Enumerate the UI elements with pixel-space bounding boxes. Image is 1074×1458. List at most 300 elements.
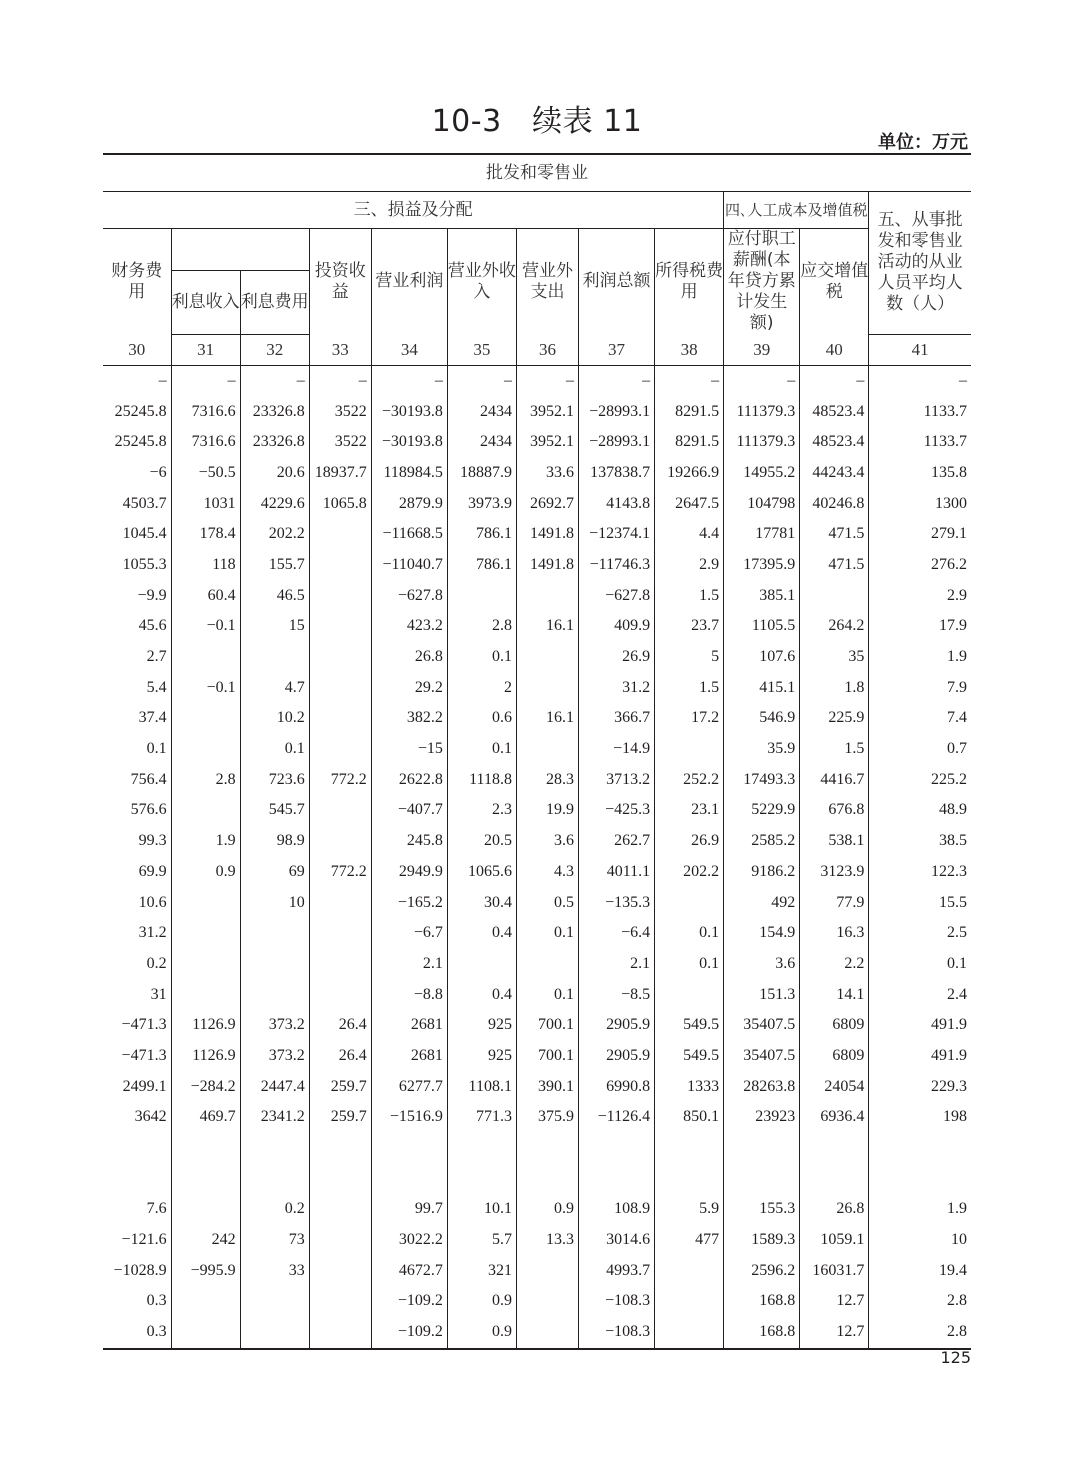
table-cell: 1031	[171, 488, 240, 519]
table-row	[103, 1071, 971, 1102]
table-cell	[240, 1286, 309, 1317]
table-cell	[655, 1255, 724, 1286]
header-investment-income: 投资收益	[309, 229, 371, 335]
header-interest-income: 利息收入	[171, 270, 240, 334]
table-cell: 1059.1	[800, 1225, 869, 1256]
table-cell: 4.7	[240, 672, 309, 703]
table-cell: 2.2	[800, 949, 869, 980]
table-cell	[309, 703, 371, 734]
table-cell	[240, 1133, 309, 1164]
table-cell: 99.3	[103, 826, 171, 857]
header-group-profit: 三、损益及分配	[103, 192, 724, 229]
table-cell: 111379.3	[724, 396, 800, 427]
table-cell: 23326.8	[240, 427, 309, 458]
table-cell: 373.2	[240, 1041, 309, 1072]
table-cell: 786.1	[447, 550, 516, 581]
table-cell: 17781	[724, 519, 800, 550]
table-cell	[655, 1317, 724, 1349]
header-finance-cost: 财务费用	[103, 229, 171, 335]
table-cell: 3713.2	[579, 764, 655, 795]
table-cell: 2.9	[655, 550, 724, 581]
table-cell: 14.1	[800, 979, 869, 1010]
table-cell	[309, 1194, 371, 1225]
table-cell: −11040.7	[371, 550, 447, 581]
table-cell: 0.1	[947, 954, 967, 972]
data-table	[103, 153, 971, 1350]
table-cell: 2434	[447, 427, 516, 458]
table-cell: 772.2	[309, 857, 371, 888]
table-cell: 35407.5	[724, 1010, 800, 1041]
table-cell: 25245.8	[103, 427, 171, 458]
table-cell	[655, 979, 724, 1010]
table-cell: 0.1	[447, 734, 516, 765]
column-number: 37	[579, 334, 655, 365]
table-cell: 10.2	[240, 703, 309, 734]
table-cell: 18937.7	[309, 458, 371, 489]
table-cell: 26.4	[309, 1041, 371, 1072]
table-cell: 7316.6	[171, 396, 240, 427]
table-cell	[800, 1163, 869, 1194]
table-cell: 1300	[935, 494, 967, 512]
table-cell	[309, 979, 371, 1010]
table-cell	[309, 949, 371, 980]
table-cell	[516, 734, 578, 765]
table-cell	[240, 1317, 309, 1349]
table-cell	[171, 1194, 240, 1225]
column-number: 31	[171, 334, 240, 365]
table-cell: −108.3	[579, 1286, 655, 1317]
table-cell: −284.2	[171, 1071, 240, 1102]
table-cell	[309, 1225, 371, 1256]
table-cell: 15	[240, 611, 309, 642]
table-cell: 0.4	[447, 979, 516, 1010]
table-cell: 756.4	[103, 764, 171, 795]
table-cell: 2.8	[447, 611, 516, 642]
table-cell: 99.7	[371, 1194, 447, 1225]
table-cell: 5.4	[103, 672, 171, 703]
table-cell: 576.6	[103, 795, 171, 826]
table-cell: –	[103, 365, 171, 396]
table-cell: 492	[724, 887, 800, 918]
table-cell: –	[516, 365, 578, 396]
table-cell: 6936.4	[800, 1102, 869, 1133]
table-cell: 409.9	[579, 611, 655, 642]
table-cell: 1133.7	[923, 402, 967, 420]
table-cell: 6990.8	[579, 1071, 655, 1102]
table-cell: −14.9	[579, 734, 655, 765]
table-cell: 2647.5	[655, 488, 724, 519]
table-cell: 35407.5	[724, 1041, 800, 1072]
table-cell: 107.6	[724, 642, 800, 673]
table-cell: –	[309, 365, 371, 396]
table-cell: 151.3	[724, 979, 800, 1010]
table-cell: 38.5	[939, 832, 967, 850]
table-body	[103, 365, 971, 1349]
table-cell: 29.2	[371, 672, 447, 703]
table-cell	[447, 1163, 516, 1194]
table-cell: 1.9	[947, 648, 967, 666]
table-cell: 135.8	[931, 463, 967, 481]
table-row	[103, 949, 971, 980]
table-row	[103, 826, 971, 857]
table-cell: −627.8	[371, 580, 447, 611]
table-row	[103, 1255, 971, 1286]
table-cell: 3123.9	[800, 857, 869, 888]
table-cell	[800, 1133, 869, 1164]
table-cell: 0.1	[516, 918, 578, 949]
table-cell: 178.4	[171, 519, 240, 550]
table-cell: 3014.6	[579, 1225, 655, 1256]
table-cell	[579, 1133, 655, 1164]
header-total-profit: 利润总额	[579, 229, 655, 335]
table-cell: 4416.7	[800, 764, 869, 795]
table-row	[103, 734, 971, 765]
table-cell: 111379.3	[724, 427, 800, 458]
table-row	[103, 918, 971, 949]
table-cell: 4993.7	[579, 1255, 655, 1286]
table-cell: 0.1	[655, 949, 724, 980]
table-cell: 0.9	[447, 1317, 516, 1349]
table-cell: 276.2	[931, 555, 967, 573]
table-cell	[171, 703, 240, 734]
table-cell	[171, 979, 240, 1010]
table-cell: 0.2	[103, 949, 171, 980]
table-cell: 1.8	[800, 672, 869, 703]
table-cell: 4143.8	[579, 488, 655, 519]
table-cell: 69.9	[103, 857, 171, 888]
table-cell	[309, 1286, 371, 1317]
table-row	[103, 672, 971, 703]
table-cell: 17.2	[655, 703, 724, 734]
table-cell: 31.2	[103, 918, 171, 949]
header-income-tax: 所得税费用	[655, 229, 724, 335]
table-cell: 2692.7	[516, 488, 578, 519]
table-cell: –	[959, 371, 967, 389]
table-cell	[655, 1286, 724, 1317]
table-cell: 2	[447, 672, 516, 703]
table-cell	[579, 1163, 655, 1194]
table-cell: −6.7	[371, 918, 447, 949]
table-cell: 676.8	[800, 795, 869, 826]
table-cell: 10	[240, 887, 309, 918]
table-row	[103, 396, 971, 427]
table-cell: 772.2	[309, 764, 371, 795]
table-cell: 23.1	[655, 795, 724, 826]
table-cell: 3022.2	[371, 1225, 447, 1256]
table-cell: 2.8	[171, 764, 240, 795]
table-row	[103, 427, 971, 458]
table-cell: −425.3	[579, 795, 655, 826]
table-cell: 23.7	[655, 611, 724, 642]
table-cell: −6.4	[579, 918, 655, 949]
table-cell: 23326.8	[240, 396, 309, 427]
table-cell: 20.6	[240, 458, 309, 489]
table-cell: 14955.2	[724, 458, 800, 489]
table-cell	[171, 795, 240, 826]
column-number: 39	[724, 334, 800, 365]
table-cell: 1.5	[655, 672, 724, 703]
table-cell: 16.3	[800, 918, 869, 949]
table-cell: 20.5	[447, 826, 516, 857]
table-cell: 700.1	[516, 1010, 578, 1041]
table-cell	[309, 519, 371, 550]
table-cell: 1491.8	[516, 519, 578, 550]
table-cell: 122.3	[931, 862, 967, 880]
column-number: 40	[800, 334, 869, 365]
table-cell: 0.1	[240, 734, 309, 765]
table-cell	[655, 887, 724, 918]
table-cell: 3522	[309, 427, 371, 458]
header-vat: 应交增值税	[800, 229, 869, 335]
table-cell: 1065.6	[447, 857, 516, 888]
table-row	[103, 1010, 971, 1041]
table-cell: 155.7	[240, 550, 309, 581]
table-cell: 1491.8	[516, 550, 578, 581]
table-cell: 16.1	[516, 703, 578, 734]
table-cell	[655, 734, 724, 765]
table-cell: −15	[371, 734, 447, 765]
table-cell: 700.1	[516, 1041, 578, 1072]
table-cell: 7.9	[947, 678, 967, 696]
table-cell	[240, 1163, 309, 1194]
table-cell	[103, 1163, 171, 1194]
table-cell	[516, 642, 578, 673]
table-cell: 28.3	[516, 764, 578, 795]
table-cell: −11668.5	[371, 519, 447, 550]
table-cell: 10	[951, 1231, 967, 1249]
table-cell: 45.6	[103, 611, 171, 642]
header-interest-expense: 利息费用	[240, 270, 309, 334]
column-number: 34	[371, 334, 447, 365]
table-cell: 259.7	[309, 1102, 371, 1133]
table-cell: 6277.7	[371, 1071, 447, 1102]
table-row	[103, 488, 971, 519]
table-cell: −6	[103, 458, 171, 489]
header-non-op-income: 营业外收入	[447, 229, 516, 335]
table-cell: 35	[800, 642, 869, 673]
table-cell: −8.8	[371, 979, 447, 1010]
table-cell: 2681	[371, 1041, 447, 1072]
table-cell: 0.9	[516, 1194, 578, 1225]
table-row	[103, 703, 971, 734]
table-cell: 1.5	[655, 580, 724, 611]
table-cell: 771.3	[447, 1102, 516, 1133]
table-cell: −471.3	[103, 1010, 171, 1041]
table-cell: 19266.9	[655, 458, 724, 489]
table-row	[103, 1102, 971, 1133]
table-row	[103, 1225, 971, 1256]
table-cell: 1105.5	[724, 611, 800, 642]
table-cell: 925	[447, 1041, 516, 1072]
page-title: 10-3 续表 11	[431, 104, 643, 139]
table-cell	[516, 672, 578, 703]
table-cell: 423.2	[371, 611, 447, 642]
table-cell: 6809	[800, 1041, 869, 1072]
table-cell: −995.9	[171, 1255, 240, 1286]
table-cell: 1065.8	[309, 488, 371, 519]
table-cell: 3973.9	[447, 488, 516, 519]
table-cell: 2596.2	[724, 1255, 800, 1286]
table-cell: 5229.9	[724, 795, 800, 826]
table-row	[103, 519, 971, 550]
table-cell: 26.8	[800, 1194, 869, 1225]
table-cell: 0.1	[516, 979, 578, 1010]
header-group-employees: 五、从事批发和零售业活动的从业人员平均人数（人）	[869, 192, 971, 335]
table-cell: 3.6	[724, 949, 800, 980]
table-row	[103, 979, 971, 1010]
table-cell: −108.3	[579, 1317, 655, 1349]
table-cell: −1028.9	[103, 1255, 171, 1286]
table-row	[103, 365, 971, 396]
table-cell	[371, 1133, 447, 1164]
table-cell: 2.1	[371, 949, 447, 980]
table-cell: 3952.1	[516, 396, 578, 427]
table-cell: 2.3	[447, 795, 516, 826]
table-cell	[171, 1163, 240, 1194]
table-cell: 385.1	[724, 580, 800, 611]
table-cell: 33	[240, 1255, 309, 1286]
table-cell	[309, 887, 371, 918]
table-cell	[724, 1133, 800, 1164]
table-cell: 6809	[800, 1010, 869, 1041]
table-cell: −121.6	[103, 1225, 171, 1256]
table-cell: 0.9	[447, 1286, 516, 1317]
table-cell: 925	[447, 1010, 516, 1041]
table-cell: −165.2	[371, 887, 447, 918]
table-cell: 2905.9	[579, 1041, 655, 1072]
unit-label: 单位：万元	[878, 132, 968, 153]
table-cell: 2905.9	[579, 1010, 655, 1041]
table-cell	[171, 1317, 240, 1349]
table-cell	[171, 918, 240, 949]
table-cell	[516, 949, 578, 980]
table-cell: 4229.6	[240, 488, 309, 519]
table-row	[103, 1194, 971, 1225]
table-cell	[309, 1163, 371, 1194]
table-cell: –	[724, 365, 800, 396]
table-cell: 538.1	[800, 826, 869, 857]
table-cell: 2879.9	[371, 488, 447, 519]
header-non-op-expense: 营业外支出	[516, 229, 578, 335]
table-cell: 31.2	[579, 672, 655, 703]
table-cell	[800, 580, 869, 611]
table-cell: 1333	[655, 1071, 724, 1102]
table-cell: 1.9	[947, 1200, 967, 1218]
table-cell: 19.4	[939, 1261, 967, 1279]
table-cell: 390.1	[516, 1071, 578, 1102]
table-cell: 471.5	[800, 550, 869, 581]
table-cell: 225.9	[800, 703, 869, 734]
table-cell	[240, 642, 309, 673]
header-industry: 批发和零售业	[103, 154, 971, 192]
table-cell: –	[240, 365, 309, 396]
table-cell	[309, 550, 371, 581]
table-cell: 366.7	[579, 703, 655, 734]
table-cell	[309, 1255, 371, 1286]
table-cell: 31	[103, 979, 171, 1010]
table-cell: –	[447, 365, 516, 396]
table-cell: 2.8	[869, 1317, 971, 1349]
table-cell: 48523.4	[800, 427, 869, 458]
table-cell: −28993.1	[579, 427, 655, 458]
table-cell: –	[171, 365, 240, 396]
table-cell: 0.1	[103, 734, 171, 765]
table-cell: −9.9	[103, 580, 171, 611]
table-cell: 24054	[800, 1071, 869, 1102]
table-cell: 73	[240, 1225, 309, 1256]
table-row	[103, 1317, 971, 1349]
table-cell	[171, 1133, 240, 1164]
table-cell	[309, 580, 371, 611]
table-row	[103, 887, 971, 918]
table-cell: 491.9	[931, 1046, 967, 1064]
table-cell: 259.7	[309, 1071, 371, 1102]
table-row	[103, 1041, 971, 1072]
page-number: 125	[940, 1348, 971, 1367]
table-cell: −471.3	[103, 1041, 171, 1072]
header-group-labor: 四､人工成本及增值税	[724, 192, 869, 229]
table-cell	[516, 1286, 578, 1317]
table-cell	[516, 580, 578, 611]
table-cell: 17395.9	[724, 550, 800, 581]
table-cell: 1126.9	[171, 1010, 240, 1041]
table-cell: 375.9	[516, 1102, 578, 1133]
table-cell: 2622.8	[371, 764, 447, 795]
table-cell: –	[655, 365, 724, 396]
table-cell: 4.3	[516, 857, 578, 888]
table-cell: 26.9	[655, 826, 724, 857]
table-cell: 723.6	[240, 764, 309, 795]
table-cell: 23923	[724, 1102, 800, 1133]
table-cell: 2.8	[947, 1292, 967, 1310]
table-cell: 1589.3	[724, 1225, 800, 1256]
table-cell: 2.1	[579, 949, 655, 980]
table-cell: 0.3	[103, 1286, 171, 1317]
table-cell: 4011.1	[579, 857, 655, 888]
header-finance-cost-subgroup	[171, 229, 309, 271]
table-cell	[655, 1133, 724, 1164]
table-cell	[655, 1163, 724, 1194]
table-cell: 225.2	[931, 770, 967, 788]
table-cell: −8.5	[579, 979, 655, 1010]
table-cell: 2447.4	[240, 1071, 309, 1102]
table-cell: 0.6	[447, 703, 516, 734]
table-cell: 202.2	[240, 519, 309, 550]
table-cell: −30193.8	[371, 427, 447, 458]
table-cell: 26.4	[309, 1010, 371, 1041]
table-cell: 1133.7	[923, 433, 967, 451]
table-cell: 279.1	[931, 525, 967, 543]
table-cell: 48.9	[939, 801, 967, 819]
table-cell: 545.7	[240, 795, 309, 826]
table-cell: 10.6	[103, 887, 171, 918]
table-cell: −407.7	[371, 795, 447, 826]
table-cell: 18887.9	[447, 458, 516, 489]
table-cell: 13.3	[516, 1225, 578, 1256]
table-cell: 4503.7	[103, 488, 171, 519]
table-cell: 7.4	[947, 709, 967, 727]
column-number: 36	[516, 334, 578, 365]
table-cell: 3522	[309, 396, 371, 427]
table-cell: 16.1	[516, 611, 578, 642]
table-cell: 1118.8	[447, 764, 516, 795]
table-cell: 3642	[103, 1102, 171, 1133]
table-cell: 154.9	[724, 918, 800, 949]
table-cell: −12374.1	[579, 519, 655, 550]
table-cell: 0.4	[447, 918, 516, 949]
table-cell: −109.2	[371, 1317, 447, 1349]
table-row	[103, 580, 971, 611]
